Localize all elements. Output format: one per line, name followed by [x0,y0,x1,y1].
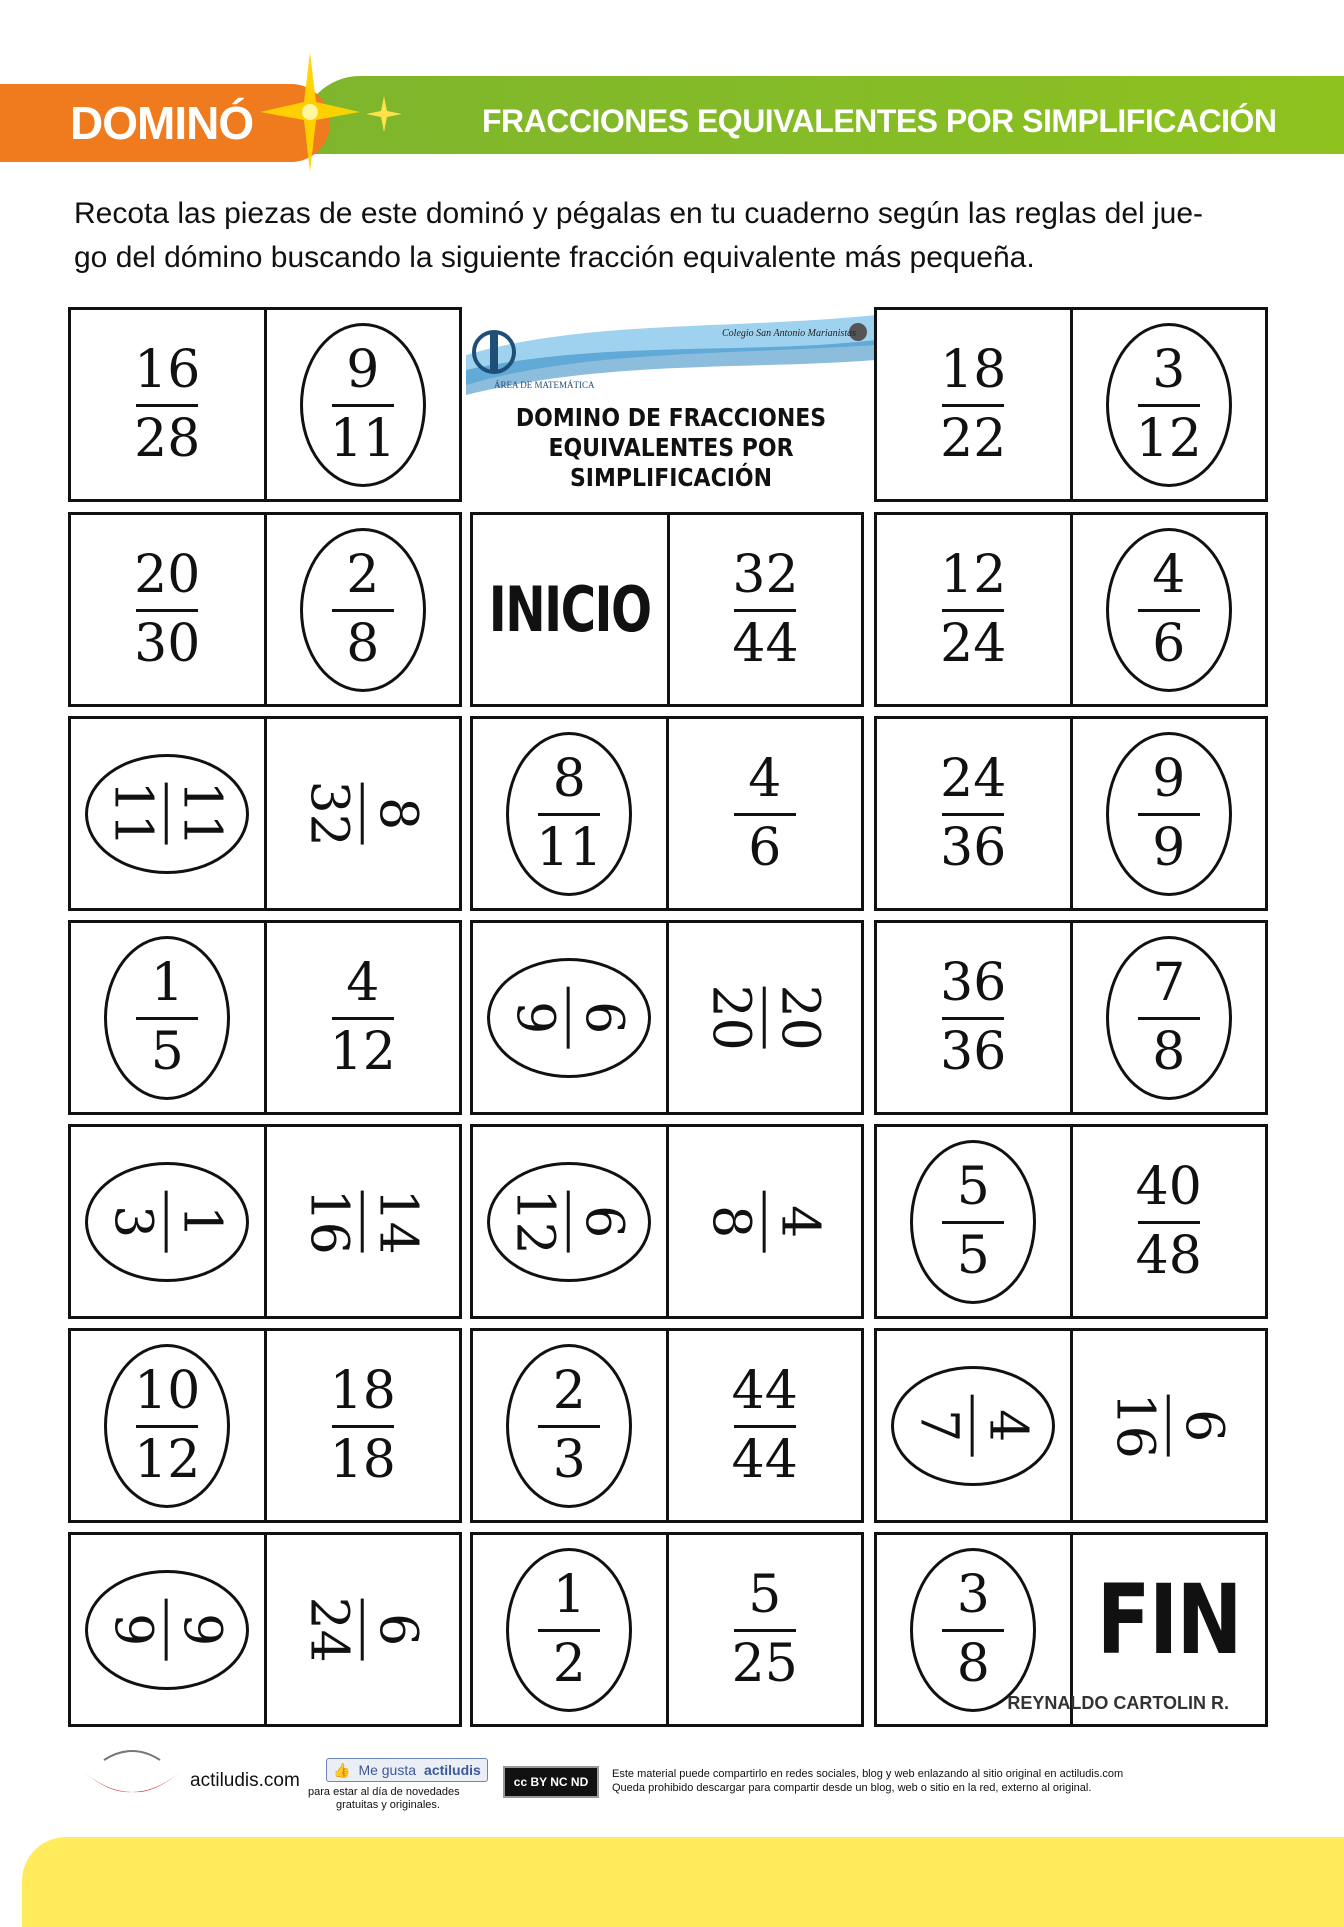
fin-label: FIN [1096,1563,1241,1676]
fraction [700,1191,830,1253]
fraction [1104,1392,1234,1459]
fraction-denominator: 44 [731,1430,798,1490]
domino-right-half [1073,515,1266,704]
fraction-numerator: 6 [1173,1408,1234,1443]
fraction-denominator: 11 [536,818,603,878]
fraction-bar [360,1190,363,1252]
fraction-bar [165,1191,168,1253]
banner-subtitle: FRACCIONES EQUIVALENTES POR SIMPLIFICACIÓN [482,103,1277,139]
domino-right-half [669,923,862,1112]
fraction-oval [300,528,426,692]
domino-right-half [1073,1331,1266,1520]
domino-piece[interactable] [874,1532,1268,1727]
fraction-numerator: 1 [150,952,184,1013]
domino-left-half [877,1127,1073,1316]
domino-left-half [71,923,267,1112]
fraction-bar [165,782,168,844]
card-title-line-3: SIMPLIFICACIÓN [569,463,773,492]
like-caption-2: gratuitas y originales. [336,1799,440,1811]
fraction-numerator: 18 [329,1360,396,1421]
fraction-numerator: 18 [940,339,1007,400]
instructions-line-2: go del dómino buscando la siguiente fracción equivalente más pequeña. [74,241,1035,274]
domino-piece[interactable] [874,1124,1268,1319]
domino-piece[interactable] [874,920,1268,1115]
fraction [102,1599,232,1661]
fraction-oval [506,732,632,896]
domino-left-half [71,1127,267,1316]
fraction-bar [332,1017,394,1020]
fraction-numerator: 3 [956,1564,990,1625]
domino-left-half [877,310,1073,499]
fraction-oval [1106,323,1232,487]
fraction-numerator: 36 [940,952,1007,1013]
footer-yellow-band [22,1837,1344,1927]
fraction-numerator: 1 [552,1564,586,1625]
domino-piece[interactable] [68,1124,462,1319]
fraction-denominator: 5 [150,1022,184,1082]
author-signature: REYNALDO CARTOLIN R. [1007,1693,1229,1713]
area-label: ÁREA DE MATEMÁTICA [494,380,595,390]
like-brand: actiludis [424,1762,481,1778]
fraction-numerator: 9 [171,1612,232,1647]
fraction-bar [332,1425,394,1428]
fraction-numerator: 44 [731,1360,798,1421]
fraction-bar [971,1395,974,1457]
fraction-bar [762,986,765,1048]
fraction-denominator: 2 [552,1634,586,1694]
domino-left-half [71,515,267,704]
domino-piece[interactable] [470,716,864,911]
domino-right-half [267,1535,460,1724]
fraction [504,987,634,1049]
fraction-numerator: 5 [956,1156,990,1217]
title-card [466,300,876,505]
domino-piece[interactable] [874,1328,1268,1523]
actiludis-logo-icon [74,1742,190,1812]
fraction-numerator: 12 [940,544,1007,605]
fraction [731,1564,798,1694]
fraction-numerator: 4 [748,748,782,809]
fraction-numerator: 40 [1135,1156,1202,1217]
instructions [74,192,1294,280]
fraction-denominator: 3 [102,1204,163,1239]
fraction-denominator: 8 [700,1204,761,1239]
fraction-bar [360,782,363,844]
fraction-denominator: 6 [748,818,782,878]
fraction-denominator: 24 [940,614,1007,674]
domino-right-half [267,1127,460,1316]
fraction-oval [910,1140,1036,1304]
domino-piece[interactable] [68,920,462,1115]
domino-piece[interactable] [68,716,462,911]
fraction-numerator: 2 [346,544,380,605]
fraction-denominator: 22 [940,409,1007,469]
domino-left-half [473,1535,669,1724]
fraction-oval [104,1344,230,1508]
domino-piece[interactable] [470,920,864,1115]
fraction-denominator: 18 [329,1430,396,1490]
like-button[interactable] [326,1758,488,1782]
fraction [298,1596,428,1663]
fraction-denominator: 7 [908,1408,969,1443]
domino-left-half [71,1535,267,1724]
domino-piece[interactable] [874,307,1268,502]
domino-right-half [1073,310,1266,499]
fraction-denominator: 44 [732,614,799,674]
fraction-denominator: 8 [956,1634,990,1694]
fraction-denominator: 48 [1135,1226,1202,1286]
fraction-numerator: 20 [769,984,830,1051]
domino-piece[interactable] [68,307,462,502]
domino-piece[interactable] [68,1532,462,1727]
domino-right-half [669,719,862,908]
fraction [734,748,796,878]
fraction-denominator: 36 [940,818,1007,878]
domino-left-half [473,1127,669,1316]
instructions-line-1: Recota las piezas de este dominó y pégalas en tu cuaderno según las reglas del jue- [74,197,1204,230]
fraction-oval [1106,936,1232,1100]
fraction-numerator: 32 [732,544,799,605]
domino-left-half [71,1331,267,1520]
fraction-denominator: 32 [298,780,359,847]
fraction-numerator: 4 [769,1204,830,1239]
domino-piece[interactable] [874,512,1268,707]
domino-right-half [669,1331,862,1520]
fraction-bar [165,1599,168,1661]
footer [0,1742,1344,1906]
fraction-numerator: 16 [134,339,201,400]
site-name[interactable]: actiludis.com [190,1770,300,1791]
fraction-bar [762,1191,765,1253]
domino-right-half [1073,1127,1266,1316]
notice-line-1: Este material puede compartirlo en redes sociales, blog y web enlazando al sitio original en actiludis.com [612,1768,1124,1780]
fraction-oval [1106,732,1232,896]
like-caption-1: para estar al día de novedades [308,1786,460,1798]
domino-right-half [669,1535,862,1724]
fraction-oval [300,323,426,487]
fraction-denominator: 9 [504,1000,565,1035]
fraction-denominator: 28 [134,409,201,469]
fraction-bar [734,609,796,612]
domino-right-half [669,1127,862,1316]
domino-right-half [267,515,460,704]
domino-right-half [267,923,460,1112]
fraction-denominator: 9 [102,1612,163,1647]
fraction-numerator: 4 [1152,544,1186,605]
domino-left-half [473,719,669,908]
fraction-oval [1106,528,1232,692]
domino-left-half [877,923,1073,1112]
domino-left-half [473,515,670,704]
fraction-bar [734,1425,796,1428]
fraction-denominator: 11 [329,409,396,469]
sparkle-star-icon [250,42,370,182]
fraction-bar [942,609,1004,612]
fraction-numerator: 14 [367,1188,428,1255]
thumbs-up-icon: 👍 [333,1761,351,1778]
domino-piece[interactable] [470,1532,864,1727]
fraction-bar [567,1190,570,1252]
fraction-bar [1138,1221,1200,1224]
fraction-oval [910,1548,1036,1712]
domino-right-half [267,1331,460,1520]
fraction-denominator: 36 [940,1022,1007,1082]
fraction-bar [734,1629,796,1632]
fraction-bar [1166,1394,1169,1456]
fraction [940,952,1007,1082]
fraction [102,780,232,847]
fraction-denominator: 3 [552,1430,586,1490]
domino-left-half [877,515,1073,704]
domino-right-half [267,719,460,908]
fraction [134,339,201,469]
domino-left-half [877,719,1073,908]
domino-piece[interactable] [470,1124,864,1319]
fraction-numerator: 24 [940,748,1007,809]
inicio-label: INICIO [489,573,651,646]
fraction [134,544,201,674]
fraction-numerator: 8 [367,796,428,831]
fraction-numerator: 8 [552,748,586,809]
fraction-bar [942,404,1004,407]
banner-title: DOMINÓ [70,97,254,149]
fraction-bar [942,813,1004,816]
fraction-oval [506,1548,632,1712]
fraction-oval [506,1344,632,1508]
fraction-denominator: 16 [1104,1392,1165,1459]
fraction-bar [567,987,570,1049]
cc-license-text: cc BY NC ND [513,1775,589,1789]
fraction-numerator: 20 [134,544,201,605]
domino-piece[interactable] [874,716,1268,911]
domino-right-half [267,310,460,499]
fraction [731,1360,798,1490]
domino-left-half [473,1331,669,1520]
fraction-numerator: 4 [977,1408,1038,1443]
domino-left-half [473,923,669,1112]
fraction [940,339,1007,469]
fraction-numerator: 9 [346,339,380,400]
fraction-denominator: 8 [1152,1022,1186,1082]
fraction-denominator: 20 [700,984,761,1051]
fraction [700,984,830,1051]
fraction-denominator: 24 [298,1596,359,1663]
fraction-numerator: 6 [367,1612,428,1647]
fraction [940,544,1007,674]
domino-piece[interactable] [68,1328,462,1523]
fraction-bar [136,609,198,612]
fraction [329,952,396,1082]
domino-left-half [71,719,267,908]
fraction [1135,1156,1202,1286]
fraction-bar [734,813,796,816]
fraction [732,544,799,674]
domino-right-half [1073,923,1266,1112]
fraction-denominator: 30 [134,614,201,674]
fraction-denominator: 12 [134,1430,201,1490]
fraction-denominator: 16 [298,1188,359,1255]
fraction-denominator: 9 [1152,818,1186,878]
fraction [940,748,1007,878]
notice-line-2: Queda prohibido descargar para compartir desde un blog, web o sitio en la red, externo al original. [612,1782,1092,1794]
domino-left-half [71,310,267,499]
domino-right-half [1073,719,1266,908]
fraction-denominator: 8 [346,614,380,674]
fraction-bar [360,1598,363,1660]
fraction [102,1191,232,1253]
fraction [329,1360,396,1490]
fraction-denominator: 5 [956,1226,990,1286]
card-title [491,403,852,493]
fraction [908,1395,1038,1457]
fraction-numerator: 4 [346,952,380,1013]
fraction-numerator: 6 [573,1000,634,1035]
fraction [298,1188,428,1255]
fraction-numerator: 10 [134,1360,201,1421]
fraction-numerator: 9 [1152,748,1186,809]
domino-right-half [1007,1535,1266,1724]
fraction-bar [136,404,198,407]
domino-piece[interactable] [470,512,864,707]
small-star-icon [364,94,404,134]
fraction-bar [942,1017,1004,1020]
fraction-denominator: 12 [329,1022,396,1082]
fraction-denominator: 11 [102,780,163,847]
fraction-numerator: 5 [748,1564,782,1625]
fraction-numerator: 7 [1152,952,1186,1013]
domino-piece[interactable] [68,512,462,707]
card-title-line-2: EQUIVALENTES POR [548,433,794,462]
card-title-line-1: DOMINO DE FRACCIONES [515,403,827,432]
domino-left-half [877,1331,1073,1520]
like-label: Me gusta [358,1762,417,1778]
fraction-denominator: 6 [1152,614,1186,674]
fraction [504,1188,634,1255]
fraction-numerator: 11 [171,780,232,847]
cc-license-badge[interactable] [503,1766,599,1798]
fraction-denominator: 12 [1135,409,1202,469]
domino-right-half [670,515,861,704]
domino-piece[interactable] [470,1328,864,1523]
school-name: Colegio San Antonio Marianistas [722,328,856,339]
fraction [298,780,428,847]
fraction-denominator: 12 [504,1188,565,1255]
fraction-denominator: 25 [731,1634,798,1694]
fraction-numerator: 2 [552,1360,586,1421]
fraction-oval [104,936,230,1100]
fraction-numerator: 1 [171,1204,232,1239]
fraction-numerator: 3 [1152,339,1186,400]
header-banner [0,76,1344,166]
fraction-numerator: 6 [573,1204,634,1239]
